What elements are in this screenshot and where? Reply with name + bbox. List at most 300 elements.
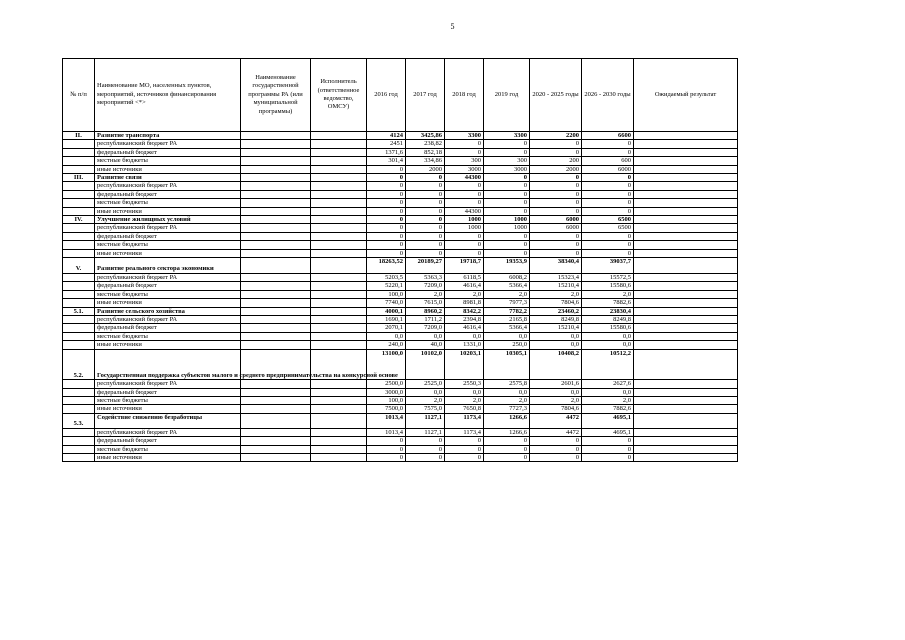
row-name: иные источники: [95, 405, 241, 413]
value-cell: 44300: [445, 174, 484, 182]
value-cell: 6600: [582, 132, 634, 140]
row-number: 5.3.: [63, 413, 95, 428]
program-cell: [241, 315, 311, 323]
result-cell: [634, 437, 738, 445]
value-cell: 0: [406, 190, 445, 198]
executor-cell: [311, 428, 367, 436]
value-cell: 0: [445, 148, 484, 156]
value-cell: 2,0: [445, 290, 484, 298]
value-cell: 2,0: [406, 396, 445, 404]
executor-cell: [311, 413, 367, 428]
value-cell: 1711,2: [406, 315, 445, 323]
value-cell: 0: [484, 140, 530, 148]
value-cell: 10305,1: [484, 349, 530, 380]
value-cell: 1173,4: [445, 413, 484, 428]
value-cell: 7882,6: [582, 405, 634, 413]
row-number: [63, 157, 95, 165]
row-name: местные бюджеты: [95, 157, 241, 165]
row-name: федеральный бюджет: [95, 437, 241, 445]
row-name: иные источники: [95, 207, 241, 215]
value-cell: 301,4: [367, 157, 406, 165]
result-cell: [634, 324, 738, 332]
value-cell: 6500: [582, 224, 634, 232]
executor-cell: [311, 182, 367, 190]
value-cell: 4616,4: [445, 282, 484, 290]
value-cell: 0: [445, 249, 484, 257]
result-cell: [634, 405, 738, 413]
row-number: [63, 428, 95, 436]
row-number: [63, 324, 95, 332]
row-number: [63, 332, 95, 340]
value-cell: 5203,5: [367, 273, 406, 281]
value-cell: 10512,2: [582, 349, 634, 380]
value-cell: 0: [367, 224, 406, 232]
value-cell: 0: [367, 199, 406, 207]
program-cell: [241, 258, 311, 274]
value-cell: 2,0: [484, 290, 530, 298]
value-cell: 0: [484, 232, 530, 240]
row-name: федеральный бюджет: [95, 190, 241, 198]
executor-cell: [311, 199, 367, 207]
value-cell: 0: [367, 182, 406, 190]
value-cell: 4695,1: [582, 428, 634, 436]
row-number: [63, 140, 95, 148]
program-cell: [241, 413, 311, 428]
program-cell: [241, 190, 311, 198]
program-cell: [241, 453, 311, 461]
value-cell: 8249,8: [530, 315, 582, 323]
row-number: [63, 396, 95, 404]
row-number: [63, 249, 95, 257]
value-cell: 18263,52: [367, 258, 406, 274]
value-cell: 0,0: [484, 332, 530, 340]
value-cell: 1000: [445, 224, 484, 232]
program-cell: [241, 157, 311, 165]
value-cell: 0,0: [484, 388, 530, 396]
value-cell: 10408,2: [530, 349, 582, 380]
row-number: 5.1.: [63, 307, 95, 315]
value-cell: 0: [367, 216, 406, 224]
program-cell: [241, 224, 311, 232]
value-cell: 0: [367, 445, 406, 453]
value-cell: 20189,27: [406, 258, 445, 274]
result-cell: [634, 140, 738, 148]
result-cell: [634, 182, 738, 190]
row-number: II.: [63, 132, 95, 140]
value-cell: 6118,5: [445, 273, 484, 281]
executor-cell: [311, 380, 367, 388]
table-row: [63, 165, 738, 173]
section-row: [63, 132, 738, 140]
value-cell: 6000: [530, 216, 582, 224]
result-cell: [634, 148, 738, 156]
value-cell: 1013,4: [367, 413, 406, 428]
value-cell: 0: [582, 207, 634, 215]
value-cell: 2451: [367, 140, 406, 148]
table-row: [63, 232, 738, 240]
row-name: республиканский бюджет РА: [95, 140, 241, 148]
row-number: [63, 315, 95, 323]
value-cell: 0: [484, 241, 530, 249]
program-cell: [241, 140, 311, 148]
value-cell: 0: [445, 445, 484, 453]
table-row: [63, 299, 738, 307]
row-name: местные бюджеты: [95, 445, 241, 453]
value-cell: 600: [582, 157, 634, 165]
result-cell: [634, 299, 738, 307]
row-number: [63, 290, 95, 298]
table-row: [63, 199, 738, 207]
value-cell: 200: [530, 157, 582, 165]
value-cell: 0: [582, 445, 634, 453]
value-cell: 2601,6: [530, 380, 582, 388]
value-cell: 15572,5: [582, 273, 634, 281]
value-cell: 0: [582, 232, 634, 240]
value-cell: 0: [367, 190, 406, 198]
value-cell: 0: [367, 437, 406, 445]
table-row: [63, 405, 738, 413]
value-cell: 3000,0: [367, 388, 406, 396]
value-cell: 1013,4: [367, 428, 406, 436]
value-cell: 15210,4: [530, 324, 582, 332]
program-cell: [241, 307, 311, 315]
value-cell: 0: [530, 182, 582, 190]
row-name: Развитие реального сектора экономики: [95, 258, 241, 274]
value-cell: 0: [530, 437, 582, 445]
table-row: [63, 428, 738, 436]
value-cell: 0: [484, 207, 530, 215]
value-cell: 7727,3: [484, 405, 530, 413]
table-row: [63, 182, 738, 190]
section-row: [63, 413, 738, 428]
value-cell: 4124: [367, 132, 406, 140]
value-cell: 6000: [530, 224, 582, 232]
value-cell: 0,0: [406, 388, 445, 396]
result-cell: [634, 413, 738, 428]
table-row: [63, 396, 738, 404]
program-cell: [241, 165, 311, 173]
row-name: республиканский бюджет РА: [95, 380, 241, 388]
value-cell: 7209,0: [406, 324, 445, 332]
value-cell: 0: [530, 190, 582, 198]
value-cell: 0: [367, 249, 406, 257]
row-name: Развитие сельского хозяйства: [95, 307, 241, 315]
table-row: [63, 315, 738, 323]
program-cell: [241, 182, 311, 190]
program-cell: [241, 216, 311, 224]
row-number: [63, 224, 95, 232]
value-cell: 0: [445, 232, 484, 240]
value-cell: 2,0: [530, 396, 582, 404]
value-cell: 2,0: [484, 396, 530, 404]
value-cell: 7575,0: [406, 405, 445, 413]
value-cell: 8249,8: [582, 315, 634, 323]
value-cell: 0: [484, 182, 530, 190]
program-cell: [241, 232, 311, 240]
value-cell: 6000: [582, 165, 634, 173]
value-cell: 0: [530, 241, 582, 249]
row-number: [63, 190, 95, 198]
row-number: V.: [63, 258, 95, 274]
value-cell: 0: [406, 199, 445, 207]
section-row: [63, 307, 738, 315]
section-row: [63, 174, 738, 182]
executor-cell: [311, 437, 367, 445]
value-cell: 0: [484, 445, 530, 453]
result-cell: [634, 241, 738, 249]
program-cell: [241, 207, 311, 215]
executor-cell: [311, 157, 367, 165]
value-cell: 300: [484, 157, 530, 165]
result-cell: [634, 428, 738, 436]
row-number: [63, 299, 95, 307]
value-cell: 0: [582, 453, 634, 461]
value-cell: 0,0: [530, 341, 582, 349]
executor-cell: [311, 258, 367, 274]
result-cell: [634, 388, 738, 396]
header-2020-2025: 2020 - 2025 годы: [530, 59, 582, 132]
table-header: [63, 59, 738, 132]
value-cell: 3300: [484, 132, 530, 140]
row-name: федеральный бюджет: [95, 282, 241, 290]
result-cell: [634, 258, 738, 274]
header-2019: 2019 год: [484, 59, 530, 132]
value-cell: 2,0: [406, 290, 445, 298]
value-cell: 0,0: [445, 388, 484, 396]
row-name: федеральный бюджет: [95, 232, 241, 240]
row-name: иные источники: [95, 453, 241, 461]
row-number: [63, 445, 95, 453]
value-cell: 2200: [530, 132, 582, 140]
value-cell: 0: [367, 232, 406, 240]
value-cell: 0: [445, 241, 484, 249]
value-cell: 0: [582, 182, 634, 190]
program-cell: [241, 388, 311, 396]
executor-cell: [311, 249, 367, 257]
result-cell: [634, 396, 738, 404]
executor-cell: [311, 190, 367, 198]
result-cell: [634, 315, 738, 323]
table-row: [63, 241, 738, 249]
value-cell: 2000: [406, 165, 445, 173]
value-cell: 0: [367, 207, 406, 215]
row-number: [63, 282, 95, 290]
executor-cell: [311, 341, 367, 349]
value-cell: 2575,8: [484, 380, 530, 388]
program-cell: [241, 396, 311, 404]
value-cell: 0: [445, 140, 484, 148]
value-cell: 0: [484, 453, 530, 461]
row-name: местные бюджеты: [95, 290, 241, 298]
value-cell: 0: [406, 207, 445, 215]
table-row: [63, 290, 738, 298]
value-cell: 5220,1: [367, 282, 406, 290]
value-cell: 2165,8: [484, 315, 530, 323]
value-cell: 300: [445, 157, 484, 165]
row-name: Содействие снижению безработицы: [95, 413, 241, 428]
section-row: [63, 258, 738, 274]
value-cell: 0: [582, 148, 634, 156]
result-cell: [634, 157, 738, 165]
executor-cell: [311, 405, 367, 413]
row-number: [63, 273, 95, 281]
table-row: [63, 207, 738, 215]
value-cell: 7977,3: [484, 299, 530, 307]
value-cell: 7740,0: [367, 299, 406, 307]
value-cell: 0: [484, 174, 530, 182]
executor-cell: [311, 290, 367, 298]
value-cell: 1000: [445, 216, 484, 224]
value-cell: 0,0: [582, 388, 634, 396]
executor-cell: [311, 282, 367, 290]
value-cell: 2,0: [582, 396, 634, 404]
value-cell: 0: [406, 445, 445, 453]
row-name: иные источники: [95, 165, 241, 173]
table-row: [63, 453, 738, 461]
header-executor: Исполнитель (ответственное ведомство, ОМСУ): [311, 59, 367, 132]
value-cell: 100,0: [367, 290, 406, 298]
value-cell: 250,0: [484, 341, 530, 349]
value-cell: 7209,0: [406, 282, 445, 290]
row-number: [63, 453, 95, 461]
program-cell: [241, 241, 311, 249]
program-cell: [241, 445, 311, 453]
row-name: федеральный бюджет: [95, 148, 241, 156]
table-row: [63, 380, 738, 388]
value-cell: 7782,2: [484, 307, 530, 315]
result-cell: [634, 273, 738, 281]
table-row: [63, 140, 738, 148]
executor-cell: [311, 445, 367, 453]
value-cell: 1266,6: [484, 413, 530, 428]
program-cell: [241, 405, 311, 413]
value-cell: 13100,0: [367, 349, 406, 380]
value-cell: 15323,4: [530, 273, 582, 281]
row-number: [63, 341, 95, 349]
header-2017: 2017 год: [406, 59, 445, 132]
program-cell: [241, 249, 311, 257]
value-cell: 0: [445, 199, 484, 207]
value-cell: 1690,1: [367, 315, 406, 323]
value-cell: 0: [582, 241, 634, 249]
value-cell: 1127,1: [406, 428, 445, 436]
value-cell: 0: [530, 148, 582, 156]
value-cell: 0: [582, 249, 634, 257]
executor-cell: [311, 273, 367, 281]
table-body: [63, 132, 738, 462]
result-cell: [634, 290, 738, 298]
value-cell: 0: [530, 249, 582, 257]
program-cell: [241, 132, 311, 140]
row-name: местные бюджеты: [95, 199, 241, 207]
value-cell: 0: [445, 453, 484, 461]
row-name: Государственная поддержка субъектов малого и среднего предпринимательства на конкурсной основе: [95, 349, 241, 380]
row-name: местные бюджеты: [95, 241, 241, 249]
value-cell: 0: [367, 174, 406, 182]
value-cell: 2500,0: [367, 380, 406, 388]
value-cell: 0: [530, 207, 582, 215]
executor-cell: [311, 307, 367, 315]
table-row: [63, 190, 738, 198]
value-cell: 0: [406, 216, 445, 224]
value-cell: 1000: [484, 216, 530, 224]
value-cell: 3300: [445, 132, 484, 140]
value-cell: 8960,2: [406, 307, 445, 315]
program-cell: [241, 282, 311, 290]
value-cell: 0: [530, 174, 582, 182]
row-name: Развитие связи: [95, 174, 241, 182]
value-cell: 0: [582, 174, 634, 182]
value-cell: 0,0: [582, 332, 634, 340]
executor-cell: [311, 165, 367, 173]
header-2026-2030: 2026 - 2030 годы: [582, 59, 634, 132]
program-cell: [241, 290, 311, 298]
row-number: [63, 405, 95, 413]
row-name: иные источники: [95, 299, 241, 307]
table-row: [63, 282, 738, 290]
result-cell: [634, 165, 738, 173]
program-cell: [241, 299, 311, 307]
value-cell: 0,0: [406, 332, 445, 340]
value-cell: 0: [582, 199, 634, 207]
row-name: местные бюджеты: [95, 332, 241, 340]
row-name: иные источники: [95, 249, 241, 257]
program-cell: [241, 437, 311, 445]
value-cell: 0: [367, 453, 406, 461]
value-cell: 0: [484, 148, 530, 156]
value-cell: 0: [406, 174, 445, 182]
row-number: III.: [63, 174, 95, 182]
value-cell: 100,0: [367, 396, 406, 404]
executor-cell: [311, 299, 367, 307]
result-cell: [634, 232, 738, 240]
executor-cell: [311, 453, 367, 461]
program-cell: [241, 324, 311, 332]
section-row: [63, 216, 738, 224]
header-no: № п/п: [63, 59, 95, 132]
result-cell: [634, 249, 738, 257]
value-cell: 0,0: [582, 341, 634, 349]
row-name: республиканский бюджет РА: [95, 428, 241, 436]
executor-cell: [311, 232, 367, 240]
value-cell: 19353,9: [484, 258, 530, 274]
value-cell: 0: [445, 182, 484, 190]
value-cell: 0: [530, 232, 582, 240]
table-row: [63, 273, 738, 281]
value-cell: 6008,2: [484, 273, 530, 281]
row-name: республиканский бюджет РА: [95, 315, 241, 323]
page-number: 5: [450, 22, 455, 31]
value-cell: 44300: [445, 207, 484, 215]
value-cell: 23460,2: [530, 307, 582, 315]
value-cell: 0: [445, 190, 484, 198]
value-cell: 7650,8: [445, 405, 484, 413]
header-name: Наименование МО, населенных пунктов, мероприятий, источников финансирования мероприятий <*>: [95, 59, 241, 132]
value-cell: 0: [530, 453, 582, 461]
value-cell: 0: [484, 190, 530, 198]
result-cell: [634, 174, 738, 182]
value-cell: 0: [582, 437, 634, 445]
value-cell: 1331,0: [445, 341, 484, 349]
value-cell: 0: [530, 140, 582, 148]
value-cell: 3000: [484, 165, 530, 173]
value-cell: 6500: [582, 216, 634, 224]
value-cell: 7804,6: [530, 405, 582, 413]
result-cell: [634, 307, 738, 315]
program-cell: [241, 174, 311, 182]
section-row: [63, 349, 738, 380]
result-cell: [634, 224, 738, 232]
